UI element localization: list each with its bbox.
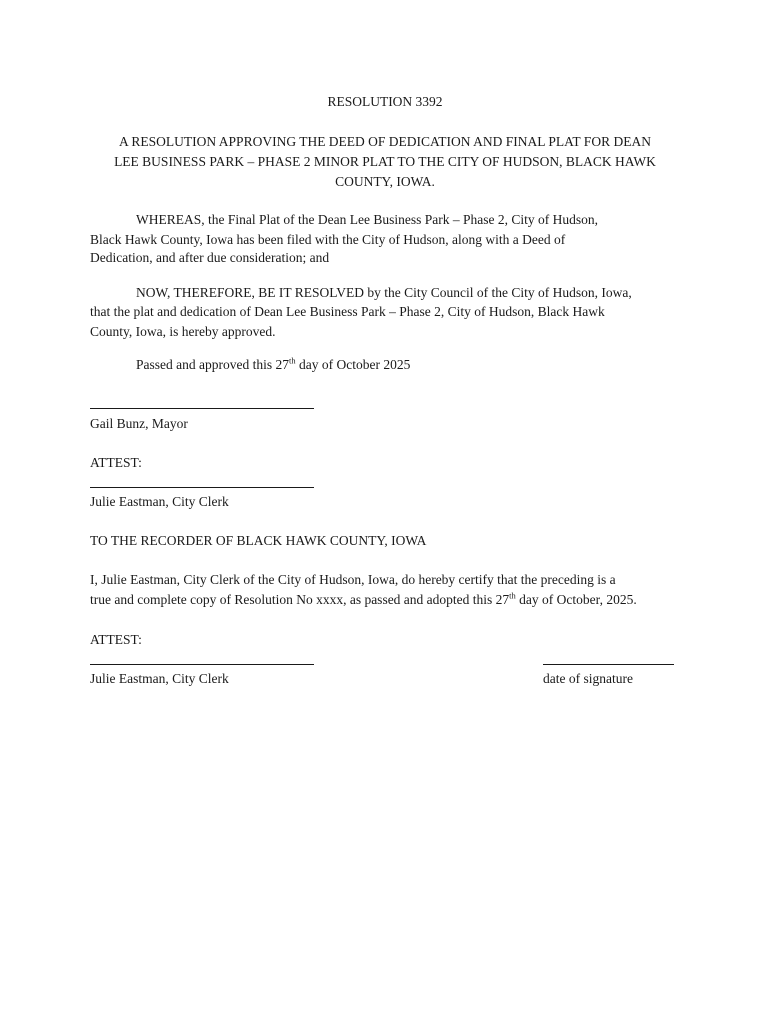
whereas-line-2: Black Hawk County, Iowa has been filed with the City of Hudson, along with a Deed of (90, 232, 566, 247)
resolved-line-3: County, Iowa, is hereby approved. (90, 324, 276, 339)
passed-prefix: Passed and approved this 27 (136, 357, 289, 372)
whereas-line-1: WHEREAS, the Final Plat of the Dean Lee Business Park – Phase 2, City of Hudson, (136, 212, 598, 227)
date-signature-line (543, 664, 674, 665)
clerk-name-2: Julie Eastman, City Clerk (90, 671, 229, 686)
passed-ordinal-suffix: th (288, 355, 296, 366)
recorder-heading: TO THE RECORDER OF BLACK HAWK COUNTY, IOWA (90, 533, 427, 548)
date-of-signature-label: date of signature (543, 671, 633, 686)
certify-line-1: I, Julie Eastman, City Clerk of the City of Hudson, Iowa, do hereby certify that the preceding is a (90, 572, 616, 587)
resolution-title: RESOLUTION 3392 (327, 94, 443, 109)
attest-label-2: ATTEST: (90, 632, 142, 647)
certify-prefix: true and complete copy of Resolution No xxxx, as passed and adopted this 27 (90, 592, 510, 607)
certify-line-2 (90, 590, 637, 610)
certify-ordinal-suffix: th (509, 590, 516, 601)
resolved-line-1: NOW, THEREFORE, BE IT RESOLVED by the City Council of the City of Hudson, Iowa, (136, 285, 632, 300)
attest-label-1: ATTEST: (90, 455, 142, 470)
clerk-signature-line-2 (90, 664, 314, 665)
passed-suffix: day of October 2025 (295, 357, 411, 372)
resolved-line-2: that the plat and dedication of Dean Lee Business Park – Phase 2, City of Hudson, Black Hawk (90, 304, 605, 319)
whereas-line-3: Dedication, and after due consideration; and (90, 250, 330, 265)
subject-line-2: LEE BUSINESS PARK – PHASE 2 MINOR PLAT TO THE CITY OF HUDSON, BLACK HAWK (114, 154, 656, 169)
subject-line-1: A RESOLUTION APPROVING THE DEED OF DEDICATION AND FINAL PLAT FOR DEAN (119, 134, 651, 149)
mayor-name: Gail Bunz, Mayor (90, 416, 188, 431)
certify-suffix: day of October, 2025. (515, 592, 637, 607)
clerk-name-1: Julie Eastman, City Clerk (90, 494, 229, 509)
subject-line-3: COUNTY, IOWA. (335, 174, 435, 189)
clerk-signature-line-1 (90, 487, 314, 488)
mayor-signature-line (90, 408, 314, 409)
passed-approved-line (136, 355, 410, 375)
